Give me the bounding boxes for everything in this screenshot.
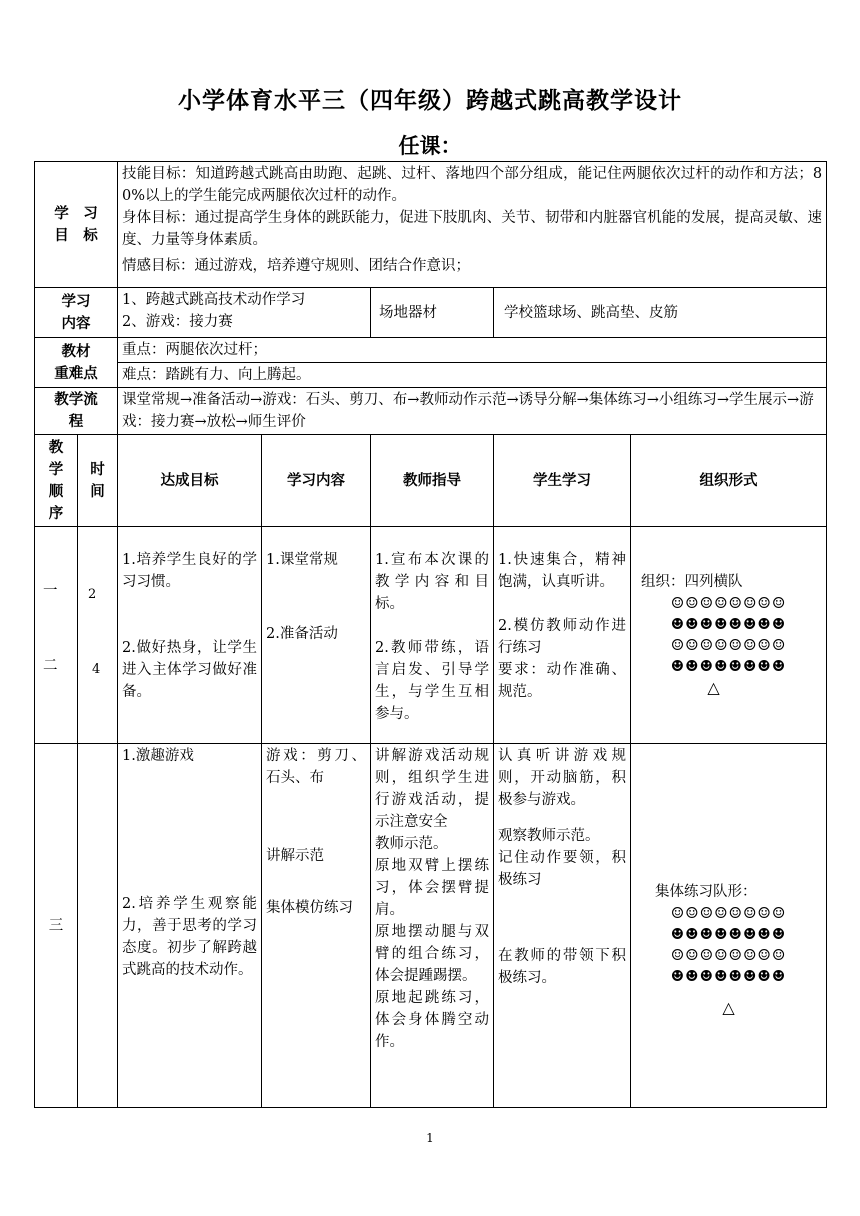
key-point: 重点：两腿依次过杆； (118, 338, 827, 363)
goal-cell-3: 1.激趣游戏 2.培养学生观察能力，善于思考的学习态度。初步了解跨越式跳高的技术动作。 (118, 744, 262, 1108)
document-subtitle: 任课： (398, 134, 462, 158)
key-point-row (35, 338, 827, 363)
hard-point-row (35, 363, 827, 388)
formation-row-open: ☺☺☺☺☺☺☺☺ (670, 636, 787, 654)
formation-row-solid: ☻☻☻☻☻☻☻☻ (670, 925, 787, 943)
flow-label: 教学流 程 (35, 388, 118, 435)
formation-row-open: ☺☺☺☺☺☺☺☺ (670, 946, 787, 964)
header-order: 教 学 顺 序 (35, 435, 78, 527)
header-time: 时 间 (78, 435, 118, 527)
formation-row-open: ☺☺☺☺☺☺☺☺ (670, 904, 787, 922)
teacher-cell-3: 讲解游戏活动规则，组织学生进行游戏活动，提示注意安全 教师示范。 原地双臂上摆练习，体会摆臂提肩。 原地摆动腿与双臂的组合练习，体会提踵踢摆。 原地起跳练习，体会身体腾空动作。 (371, 744, 494, 1108)
content-label: 学习 内容 (35, 288, 118, 338)
practice-formation (635, 903, 822, 987)
difficulty-label: 教材 重难点 (35, 338, 118, 388)
emotional-goal: 情感目标：通过游戏，培养遵守规则、团结合作意识； (122, 258, 470, 274)
order-one: 一 (43, 583, 58, 599)
goal-cell-1-2: 1.培养学生良好的学习习惯。 2.做好热身，让学生进入主体学习做好准备。 (118, 527, 262, 744)
hard-point: 难点：踏跳有力、向上腾起。 (118, 363, 827, 388)
practice-formation-label: 集体练习队形： (655, 884, 757, 900)
order-cell-1-2 (35, 527, 78, 744)
section-three-row (35, 744, 827, 1108)
goals-label: 学 习 目 标 (35, 162, 118, 288)
content-cell-3: 游戏：剪刀、石头、布 讲解示范 集体模仿练习 (262, 744, 371, 1108)
time-two: 4 (92, 662, 101, 677)
header-organization: 组织形式 (631, 435, 827, 527)
student-cell-1-2: 1.快速集合，精神饱满，认真听讲。 2.模仿教师动作进行练习 要求：动作准确、规范。 (494, 527, 631, 744)
equipment-value: 学校篮球场、跳高垫、皮筋 (494, 288, 827, 338)
order-two: 二 (43, 658, 58, 674)
teacher-position-icon: △ (707, 678, 720, 697)
organization-cell-3 (631, 744, 827, 1108)
time-cell-3 (78, 744, 118, 1108)
student-cell-3: 认真听讲游戏规则，开动脑筋，积极参与游戏。 观察教师示范。 记住动作要领，积极练习 在教师的带领下积极练习。 (494, 744, 631, 1108)
content-cell-1-2: 1.课堂常规 2.准备活动 (262, 527, 371, 744)
formation-row-solid: ☻☻☻☻☻☻☻☻ (670, 967, 787, 985)
header-teacher: 教师指导 (371, 435, 494, 527)
physical-goal: 身体目标：通过提高学生身体的跳跃能力，促进下肢肌肉、关节、韧带和内脏器官机能的发展，提高灵敏、速度、力量等身体素质。 (122, 210, 823, 248)
goals-text (118, 162, 827, 288)
order-three: 三 (35, 744, 78, 1108)
organization-cell-1-2 (631, 527, 827, 744)
flow-text: 课堂常规→准备活动→游戏：石头、剪刀、布→教师动作示范→诱导分解→集体练习→小组练习→学生展示→游戏：接力赛→放松→师生评价 (118, 388, 827, 435)
header-student: 学生学习 (494, 435, 631, 527)
equipment-label: 场地器材 (371, 288, 494, 338)
teacher-position-icon: △ (722, 998, 735, 1017)
formation-row-open: ☺☺☺☺☺☺☺☺ (670, 594, 787, 612)
formation-row-solid: ☻☻☻☻☻☻☻☻ (670, 615, 787, 633)
header-goal: 达成目标 (118, 435, 262, 527)
flow-row (35, 388, 827, 435)
four-line-formation (635, 593, 822, 677)
teacher-cell-1-2: 1.宣布本次课的教学内容和目标。 2.教师带练，语言启发、引导学生，与学生互相参与。 (371, 527, 494, 744)
time-cell-1-2 (78, 527, 118, 744)
skill-goal: 技能目标：知道跨越式跳高由助跑、起跳、过杆、落地四个部分组成，能记住两腿依次过杆的动作和方法；80%以上的学生能完成两腿依次过杆的动作。 (122, 166, 823, 204)
content-row (35, 288, 827, 338)
organization-label: 组织：四列横队 (641, 574, 743, 590)
document-title: 小学体育水平三（四年级）跨越式跳高教学设计 (178, 88, 682, 114)
goals-row (35, 162, 827, 288)
page-number: 1 (426, 1131, 434, 1145)
header-content: 学习内容 (262, 435, 371, 527)
formation-row-solid: ☻☻☻☻☻☻☻☻ (670, 657, 787, 675)
content-text: 1、跨越式跳高技术动作学习 2、游戏：接力赛 (118, 288, 371, 338)
lesson-plan-table (34, 161, 827, 1108)
column-header-row (35, 435, 827, 527)
time-one: 2 (88, 587, 97, 602)
section-one-two-row (35, 527, 827, 744)
